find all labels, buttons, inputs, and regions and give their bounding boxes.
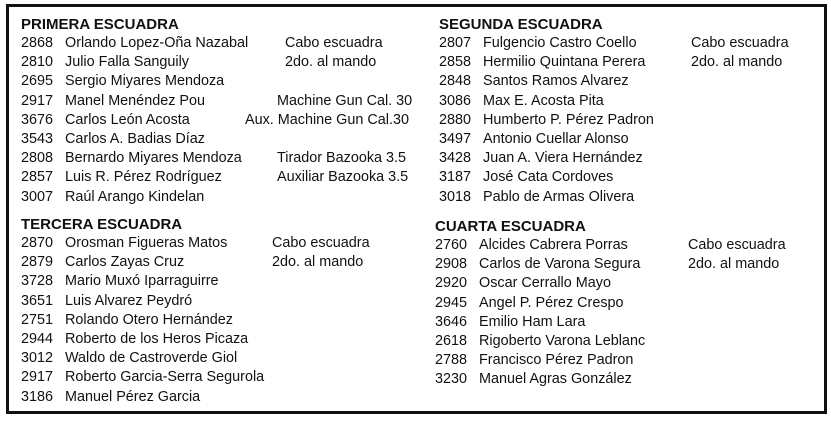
member-list <box>439 34 819 207</box>
member-name: Rigoberto Varona Leblanc <box>479 332 646 349</box>
member-name: Orlando Lopez-Oña Nazabal <box>65 35 249 51</box>
member-row <box>439 188 819 207</box>
member-role: 2do. al mando <box>272 254 364 271</box>
member-name: Oscar Cerrallo Mayo <box>479 275 611 292</box>
member-number: 2858 <box>439 54 472 71</box>
member-name: Manuel Agras González <box>479 371 632 388</box>
squad-title: PRIMERA ESCUADRA <box>21 16 179 33</box>
member-role: Cabo escuadra <box>272 235 370 251</box>
member-number: 2870 <box>21 235 54 251</box>
member-row <box>21 168 431 187</box>
member-name: Carlos de Varona Segura <box>479 256 641 273</box>
member-name: Alcides Cabrera Porras <box>479 237 628 253</box>
member-role: 2do. al mando <box>285 54 377 71</box>
member-number: 2857 <box>21 169 54 186</box>
member-row <box>21 111 431 130</box>
member-name: Luis Alvarez Peydró <box>65 292 193 309</box>
member-number: 3012 <box>21 350 54 367</box>
member-number: 3187 <box>439 169 472 186</box>
member-name: Manuel Pérez Garcia <box>65 388 201 405</box>
member-number: 2695 <box>21 73 54 90</box>
member-row <box>439 111 819 130</box>
member-name: José Cata Cordoves <box>483 169 614 186</box>
member-number: 2880 <box>439 111 472 128</box>
member-number: 3497 <box>439 130 472 147</box>
member-row <box>21 234 431 253</box>
member-number: 3018 <box>439 188 472 205</box>
member-name: Waldo de Castroverde Giol <box>65 350 238 367</box>
member-row <box>439 168 819 187</box>
squad-tercera <box>21 216 431 407</box>
squad-title: CUARTA ESCUADRA <box>435 218 586 235</box>
member-name: Carlos León Acosta <box>65 111 190 128</box>
member-role: 2do. al mando <box>688 256 780 273</box>
member-number: 2917 <box>21 92 54 109</box>
member-number: 3230 <box>435 371 468 388</box>
member-name: Max E. Acosta Pita <box>483 92 604 109</box>
member-row <box>439 92 819 111</box>
member-name: Roberto de los Heros Picaza <box>65 330 249 347</box>
member-number: 3428 <box>439 150 472 167</box>
member-row <box>435 332 815 351</box>
member-list <box>21 234 431 407</box>
squad-segunda <box>439 16 819 207</box>
member-row <box>21 311 431 330</box>
member-number: 2944 <box>21 330 54 347</box>
member-row <box>439 149 819 168</box>
member-number: 2848 <box>439 73 472 90</box>
member-list <box>21 34 431 207</box>
member-row <box>435 255 815 274</box>
member-name: Manel Menéndez Pou <box>65 92 205 109</box>
member-name: Luis R. Pérez Rodríguez <box>65 169 222 186</box>
member-row <box>435 294 815 313</box>
member-row <box>21 253 431 272</box>
member-row <box>21 188 431 207</box>
member-row <box>435 313 815 332</box>
member-row <box>21 368 431 387</box>
member-number: 2751 <box>21 311 54 328</box>
member-name: Juan A. Viera Hernández <box>483 150 643 167</box>
member-row <box>21 53 431 72</box>
member-number: 2760 <box>435 237 468 253</box>
member-number: 2788 <box>435 352 468 369</box>
member-row <box>21 272 431 291</box>
member-row <box>21 388 431 407</box>
member-row <box>21 349 431 368</box>
member-name: Sergio Miyares Mendoza <box>65 73 225 90</box>
member-number: 3543 <box>21 130 54 147</box>
member-number: 2618 <box>435 332 468 349</box>
member-role: Aux. Machine Gun Cal.30 <box>245 111 409 128</box>
member-name: Angel P. Pérez Crespo <box>479 294 624 311</box>
member-name: Julio Falla Sanguily <box>65 54 189 71</box>
member-row <box>439 72 819 91</box>
member-name: Orosman Figueras Matos <box>65 235 228 251</box>
member-name: Hermilio Quintana Perera <box>483 54 646 71</box>
member-name: Emilio Ham Lara <box>479 313 586 330</box>
member-number: 3646 <box>435 313 468 330</box>
member-number: 3086 <box>439 92 472 109</box>
member-role: Auxiliar Bazooka 3.5 <box>277 169 409 186</box>
member-name: Mario Muxó Iparraguirre <box>65 273 219 290</box>
member-row <box>435 351 815 370</box>
member-name: Santos Ramos Alvarez <box>483 73 629 90</box>
member-number: 2879 <box>21 254 54 271</box>
member-number: 2808 <box>21 150 54 167</box>
member-name: Antonio Cuellar Alonso <box>483 130 629 147</box>
member-number: 2945 <box>435 294 468 311</box>
member-row <box>435 274 815 293</box>
squad-title: SEGUNDA ESCUADRA <box>439 16 603 33</box>
squad-cuarta <box>435 218 815 390</box>
member-number: 2908 <box>435 256 468 273</box>
member-role: Machine Gun Cal. 30 <box>277 92 413 109</box>
member-role: Cabo escuadra <box>285 35 383 51</box>
member-row <box>21 130 431 149</box>
member-role: Cabo escuadra <box>688 237 786 253</box>
member-name: Raúl Arango Kindelan <box>65 188 205 205</box>
member-number: 2920 <box>435 275 468 292</box>
member-row <box>21 72 431 91</box>
member-row <box>21 92 431 111</box>
member-row <box>21 330 431 349</box>
member-name: Pablo de Armas Olivera <box>483 188 635 205</box>
member-list <box>435 236 815 390</box>
member-name: Bernardo Miyares Mendoza <box>65 150 242 167</box>
roster-frame <box>6 4 827 414</box>
member-name: Roberto Garcia-Serra Segurola <box>65 369 265 386</box>
member-number: 2807 <box>439 35 472 51</box>
member-row <box>435 236 815 255</box>
member-number: 3676 <box>21 111 54 128</box>
member-name: Fulgencio Castro Coello <box>483 35 637 51</box>
squad-primera <box>21 16 431 207</box>
member-number: 2810 <box>21 54 54 71</box>
member-name: Rolando Otero Hernández <box>65 311 233 328</box>
member-name: Humberto P. Pérez Padron <box>483 111 654 128</box>
member-number: 3186 <box>21 388 54 405</box>
member-number: 2868 <box>21 35 54 51</box>
member-row <box>439 34 819 53</box>
member-role: Cabo escuadra <box>691 35 789 51</box>
member-name: Francisco Pérez Padron <box>479 352 634 369</box>
member-number: 3651 <box>21 292 54 309</box>
member-row <box>21 34 431 53</box>
member-number: 3007 <box>21 188 54 205</box>
member-row <box>21 149 431 168</box>
member-row <box>439 130 819 149</box>
member-row <box>435 370 815 389</box>
member-number: 2917 <box>21 369 54 386</box>
member-number: 3728 <box>21 273 54 290</box>
squad-title: TERCERA ESCUADRA <box>21 216 183 233</box>
member-role: 2do. al mando <box>691 54 783 71</box>
member-row <box>439 53 819 72</box>
member-row <box>21 292 431 311</box>
member-name: Carlos A. Badias Díaz <box>65 130 205 147</box>
member-role: Tirador Bazooka 3.5 <box>277 150 407 167</box>
member-name: Carlos Zayas Cruz <box>65 254 185 271</box>
